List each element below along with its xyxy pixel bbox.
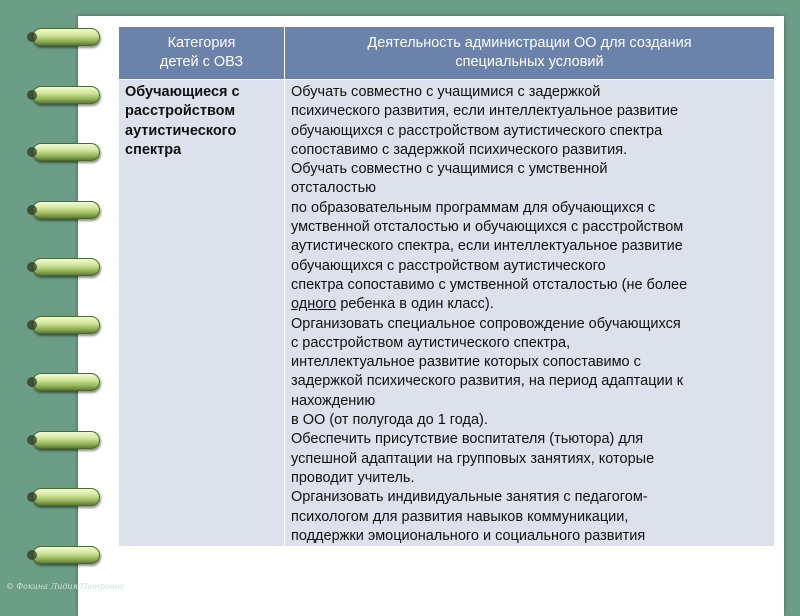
copyright-watermark: © Фокина Лидия Петровна <box>6 582 125 591</box>
category-line: аутистического <box>125 122 237 139</box>
header-line: детей с ОВЗ <box>159 54 244 70</box>
activity-line: спектра сопоставимо с умственной отсталостью (не более <box>291 276 688 293</box>
header-line: специальных условий <box>455 54 604 70</box>
activity-line: аутистического спектра, если интеллектуальное развитие <box>291 238 683 255</box>
activity-line <box>291 295 768 314</box>
binder-ring-icon <box>32 258 100 276</box>
activity-line: в ОО (от полугода до 1 года). <box>291 412 488 429</box>
header-category <box>119 27 285 80</box>
binder-ring-icon <box>32 373 100 391</box>
activity-cell <box>285 80 775 547</box>
activity-line: поддержки эмоционального и социального развития <box>291 527 646 544</box>
activity-line: по образовательным программам для обучающихся с <box>291 199 656 216</box>
activity-line: успешной адаптации на групповых занятиях, которые <box>291 450 655 467</box>
activity-line: Обучать совместно с учащимися с умственной <box>291 161 608 178</box>
activity-line: обучающихся с расстройством аутистического <box>291 257 606 274</box>
activity-line: психологом для развития навыков коммуникации, <box>291 508 629 525</box>
table-header-row <box>119 27 775 80</box>
activity-line: психического развития, если интеллектуальное развитие <box>291 103 679 120</box>
header-activity <box>285 27 775 80</box>
activity-line: проводит учитель. <box>291 469 415 486</box>
activity-line: интеллектуальное развитие которых сопоставимо с <box>291 354 641 371</box>
activity-line: нахождению <box>291 392 376 409</box>
underlined-word: одного <box>291 296 337 313</box>
activity-line: Обеспечить присутствие воспитателя (тьютора) для <box>291 431 644 448</box>
activity-line: обучающихся с расстройством аутистического спектра <box>291 122 663 139</box>
activity-line: Организовать индивидуальные занятия с педагогом- <box>291 489 648 506</box>
activity-line: задержкой психического развития, на период адаптации к <box>291 373 684 390</box>
activity-line: умственной отсталостью и обучающихся с расстройством <box>291 219 684 236</box>
binder-ring-icon <box>32 488 100 506</box>
binder-ring-icon <box>32 143 100 161</box>
category-line: спектра <box>125 141 182 158</box>
binder-ring-icon <box>32 431 100 449</box>
notebook-rings <box>0 0 110 600</box>
activity-line-rest: ребенка в один класс). <box>340 296 494 313</box>
binder-ring-icon <box>32 86 100 104</box>
header-line: Категория <box>167 35 236 51</box>
activity-line: Организовать специальное сопровождение обучающихся <box>291 315 681 332</box>
activity-line: отсталостью <box>291 180 377 197</box>
binder-ring-icon <box>32 201 100 219</box>
activity-line: с расстройством аутистического спектра, <box>291 334 571 351</box>
activity-line: Обучать совместно с учащимися с задержкой <box>291 84 601 100</box>
category-line: расстройством <box>125 103 236 120</box>
header-line: Деятельность администрации ОО для создания <box>367 35 692 51</box>
binder-ring-icon <box>32 316 100 334</box>
activity-line: сопоставимо с задержкой психического развития. <box>291 141 628 158</box>
conditions-table <box>118 26 775 547</box>
category-line: Обучающиеся с <box>125 84 240 100</box>
binder-ring-icon <box>32 546 100 564</box>
binder-ring-icon <box>32 28 100 46</box>
table-row <box>119 80 775 547</box>
category-cell <box>119 80 285 547</box>
